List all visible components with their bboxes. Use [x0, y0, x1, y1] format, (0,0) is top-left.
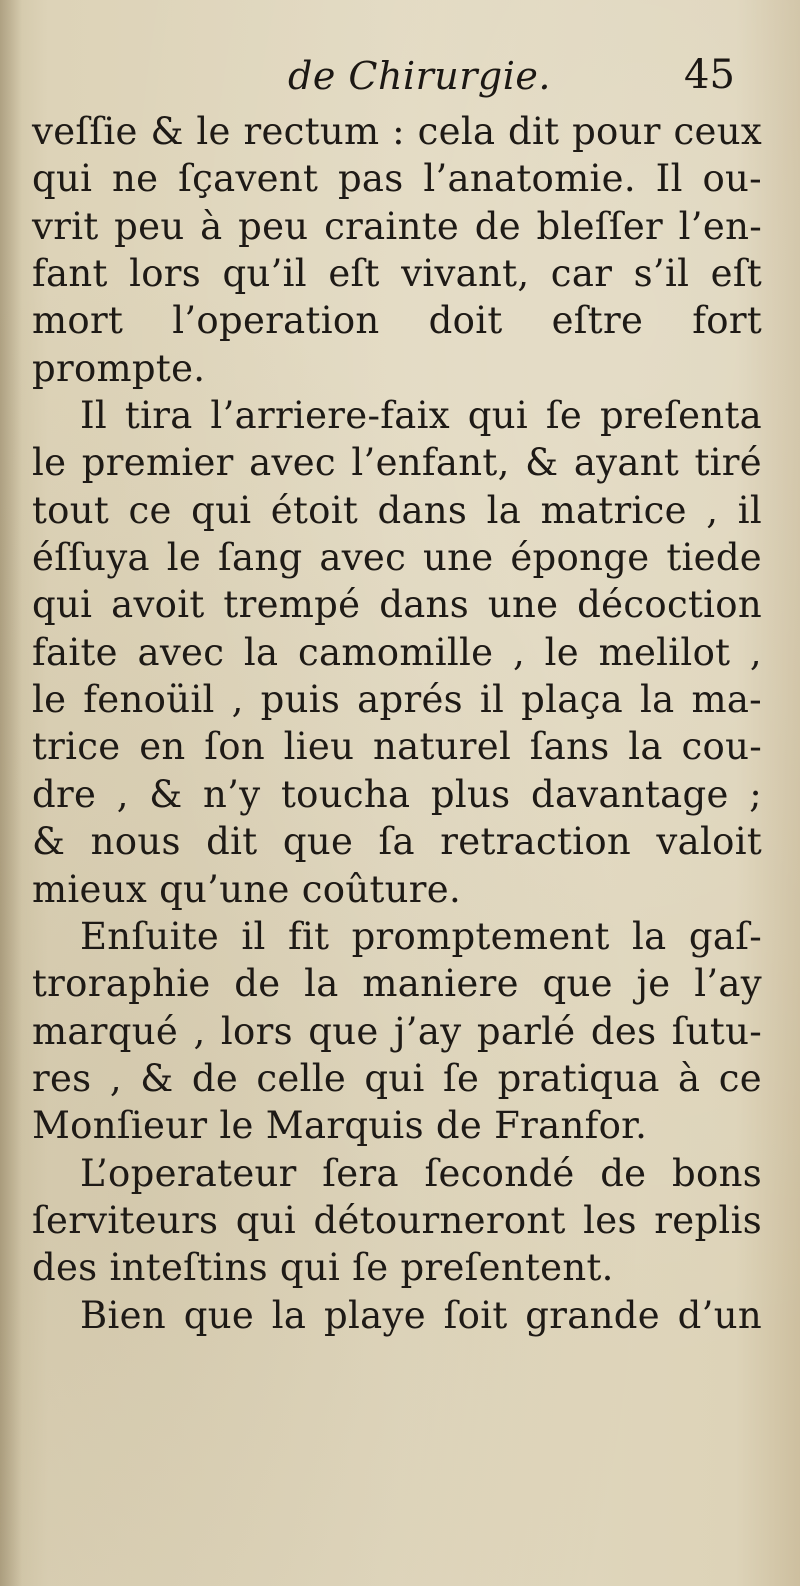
text-line: Monſieur le Marquis de Franfor.	[32, 1104, 648, 1148]
binding-shadow	[0, 0, 22, 1586]
text-line: Bien que la playe ſoit grande d’un	[80, 1293, 762, 1337]
text-line: des inteſtins qui ſe preſentent.	[32, 1246, 614, 1290]
text-line: mort l’operation doit eſtre fort	[32, 299, 762, 343]
text-line: fant lors qu’il eſt vivant, car s’il eſt	[32, 252, 762, 296]
page-header	[0, 48, 800, 108]
text-line: Il tira l’arriere-faix qui ſe preſenta	[80, 394, 762, 438]
body-text	[32, 108, 762, 1339]
text-line: vrit peu à peu crainte de bleſſer l’en-	[32, 204, 762, 248]
text-line: faite avec la camomille , le melilot ,	[32, 630, 762, 674]
text-line: L’operateur ſera ſecondé de bons	[80, 1151, 762, 1195]
text-line: veſſie & le rectum : cela dit pour ceux	[32, 110, 762, 153]
text-line: ſerviteurs qui détourneront les replis	[32, 1198, 762, 1242]
running-title: de Chirurgie.	[288, 54, 551, 98]
text-line: éſſuya le ſang avec une éponge tiede	[32, 536, 762, 580]
text-line: le premier avec l’enfant, & ayant tiré	[32, 441, 762, 485]
text-line: mieux qu’une coûture.	[32, 867, 462, 911]
text-line: le fenoüil , puis aprés il plaça la ma-	[32, 678, 762, 722]
text-line: tout ce qui étoit dans la matrice , il	[32, 488, 762, 532]
text-line: marqué , lors que j’ay parlé des ſutu-	[32, 1009, 762, 1053]
text-line: & nous dit que ſa retraction valoit	[32, 820, 762, 864]
text-line: trice en ſon lieu naturel ſans la cou-	[32, 725, 762, 769]
text-line: dre , & n’y toucha plus davantage ;	[32, 772, 762, 816]
text-line: troraphie de la maniere que je l’ay	[32, 962, 762, 1006]
text-line: qui avoit trempé dans une décoction	[32, 583, 762, 627]
text-line: res , & de celle qui ſe pratiqua à ce	[32, 1056, 762, 1100]
text-line: prompte.	[32, 346, 206, 390]
text-line: Enſuite il fit promptement la gaſ-	[80, 914, 762, 958]
page-number: 45	[684, 52, 735, 98]
text-line: qui ne ſçavent pas l’anatomie. Il ou-	[32, 157, 762, 201]
